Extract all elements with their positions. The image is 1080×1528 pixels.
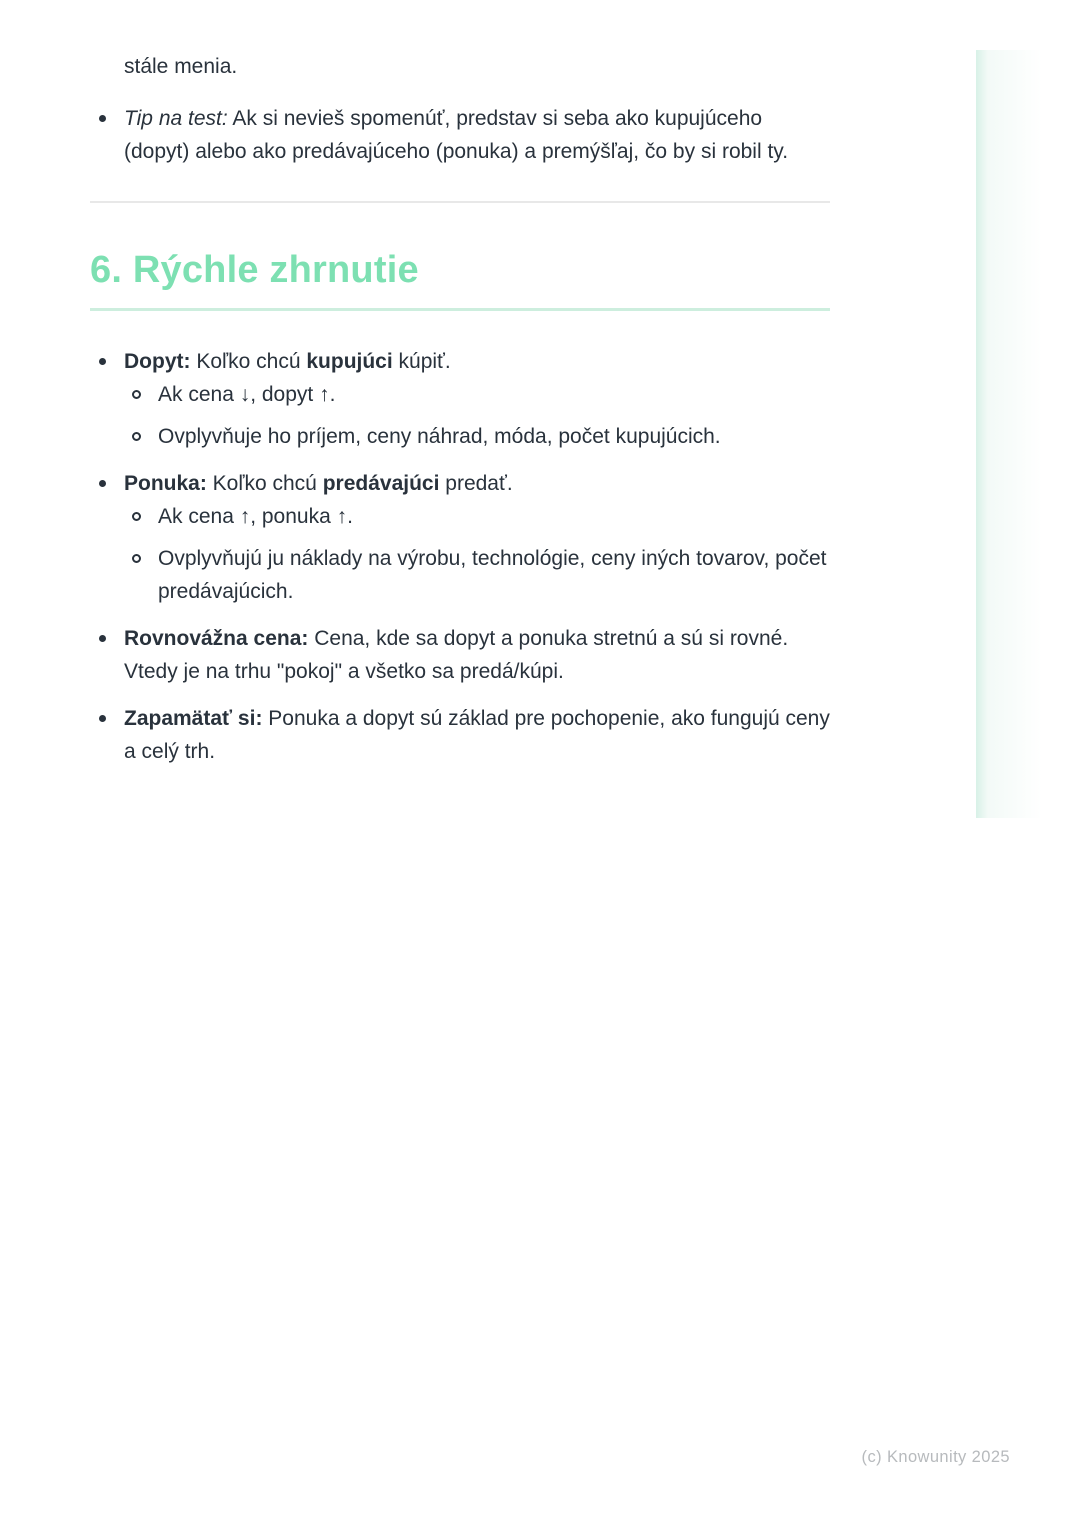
term-text: Ponuka a dopyt sú základ pre pochopenie, ako fungujú ceny a celý trh.	[124, 707, 830, 763]
term-emphasis: kupujúci	[306, 350, 393, 373]
sub-list-item: Ak cena ↓, dopyt ↑.	[124, 378, 830, 411]
sub-list-item: Ovplyvňujú ju náklady na výrobu, technológie, ceny iných tovarov, počet predávajúcich.	[124, 542, 830, 608]
list-item	[90, 102, 830, 168]
term-text: Cena, kde sa dopyt a ponuka stretnú a sú si rovné. Vtedy je na trhu "pokoj" a všetko sa predá/kúpi.	[124, 627, 789, 683]
term-emphasis: predávajúci	[322, 472, 440, 495]
sub-list	[124, 500, 830, 608]
term-text: Koľko chcú	[206, 472, 323, 495]
decorative-side-bar	[976, 50, 1042, 818]
term-text: Koľko chcú	[190, 350, 307, 373]
term-label: Dopyt:	[124, 350, 191, 373]
sub-list	[124, 378, 830, 453]
tip-list	[90, 102, 830, 168]
section-heading: 6. Rýchle zhrnutie	[90, 248, 830, 311]
term-text: kúpiť.	[392, 350, 451, 373]
tip-label: Tip na test:	[124, 107, 228, 130]
list-item	[90, 702, 830, 768]
sub-list-item: Ovplyvňuje ho príjem, ceny náhrad, móda, počet kupujúcich.	[124, 420, 830, 453]
section-divider	[90, 201, 830, 203]
list-item	[90, 622, 830, 688]
list-item	[90, 345, 830, 453]
tip-text: Ak si nevieš spomenúť, predstav si seba ako kupujúceho (dopyt) alebo ako predávajúceho (ponuka) a premýšľaj, čo by si robil ty.	[124, 107, 789, 163]
term-label: Zapamätať si:	[124, 707, 263, 730]
copyright-note: (c) Knowunity 2025	[861, 1448, 1010, 1466]
paragraph-continuation: stále menia.	[124, 55, 238, 78]
sub-list-item: Ak cena ↑, ponuka ↑.	[124, 500, 830, 533]
summary-list	[90, 345, 830, 768]
term-label: Rovnovážna cena:	[124, 627, 309, 650]
list-item	[90, 467, 830, 608]
term-text: predať.	[439, 472, 513, 495]
term-label: Ponuka:	[124, 472, 207, 495]
page-content	[90, 50, 830, 782]
